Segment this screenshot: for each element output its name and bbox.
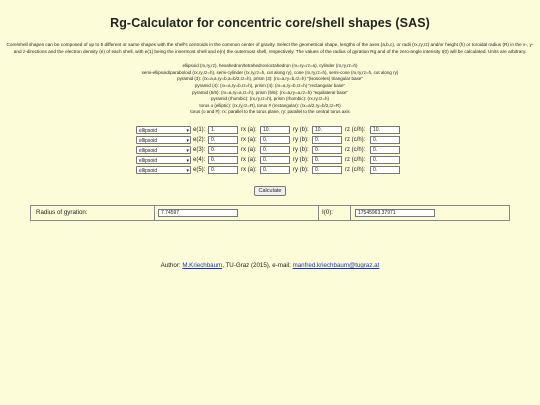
rz-input-2[interactable]: 0. — [370, 136, 400, 144]
ry-input-1[interactable]: 10. — [312, 126, 342, 134]
ry-input-5[interactable]: 0. — [312, 166, 342, 174]
e-input-2[interactable]: 0. — [208, 136, 238, 144]
i0-cell — [351, 206, 435, 220]
chevron-down-icon: ▾ — [186, 157, 189, 164]
rz-input-4[interactable]: 0. — [370, 156, 400, 164]
ry-label: ry (b): — [293, 166, 309, 173]
ry-label: ry (b): — [293, 156, 309, 163]
shell-form — [136, 125, 540, 175]
shape-line: ellipsoid (rx,ry,rz), hexahedron/tetrahedron/octahedron (rx=ry=rz=a), cylinder (rx,ry,rz=h) — [182, 63, 358, 69]
calculate-button[interactable]: Calculate — [254, 186, 287, 196]
rg-cell — [155, 206, 318, 220]
e-label: e(5): — [193, 166, 206, 173]
chevron-down-icon: ▾ — [186, 167, 189, 174]
ry-label: ry (b): — [293, 136, 309, 143]
rg-output[interactable]: 7.74597 — [158, 209, 238, 217]
rx-label: rx (a): — [241, 136, 257, 143]
shape-line: semi-ellipsoid/paraboloid (rx,ry,rz=h), semi-cylinder (rx,ry,rz=h, cut along ry), cone (rx,ry,rz=h), semi-cone (rx,ry,rz=h, cut along ry) — [141, 69, 399, 75]
shape-select-value: ellipsoid — [139, 127, 158, 134]
rx-label: rx (a): — [241, 126, 257, 133]
chevron-down-icon: ▾ — [186, 137, 189, 144]
author-link[interactable]: M.Kriechbaum — [182, 261, 223, 269]
page-description: Core/shell shapes can be composed of up to 5 different or same shapes with the shell's centroids in the common center of gravity. Select the geometrical shape, lengths of the axes (a,b,c), or radii (rx,ry,rz) and/or height (h) or toroidal radius (R) in the x-, y- and z-directions and the electron density (e) of each shell, with e(1) being the innermost shell and e(n) the outermost shell, respectively. The values of the radius of gyration Rg and of the zero-angle intensity I(0) will be calculated. Units are arbitrary. — [6, 42, 534, 54]
ry-label: ry (b): — [293, 146, 309, 153]
shell-row-5 — [136, 165, 540, 175]
shape-line: pyramid (3): (rx=a,a,ry=b,a=b/2,rz=h), prism (3): (rx=a,ry=b,rz=h) "(isosceles) triangular base" — [177, 76, 363, 82]
i0-output[interactable]: 17545963.37971 — [355, 209, 435, 217]
shell-row-2 — [136, 135, 540, 145]
rx-input-1[interactable]: 10. — [260, 126, 290, 134]
ry-input-4[interactable]: 0. — [312, 156, 342, 164]
calculate-wrap — [0, 179, 540, 197]
shape-line: pyramid (rhombic): (rx,ry,rz=h), prism (rhombic): (rx,ry,rz=h) — [210, 96, 330, 102]
rx-label: rx (a): — [241, 156, 257, 163]
shell-row-3 — [136, 145, 540, 155]
e-input-1[interactable]: 1. — [208, 126, 238, 134]
shape-select-value: ellipsoid — [139, 137, 158, 144]
shape-select-value: ellipsoid — [139, 147, 158, 154]
chevron-down-icon: ▾ — [186, 127, 189, 134]
e-input-5[interactable]: 0. — [208, 166, 238, 174]
rx-input-5[interactable]: 0. — [260, 166, 290, 174]
ry-input-3[interactable]: 0. — [312, 146, 342, 154]
rx-label: rx (a): — [241, 146, 257, 153]
i0-label: I(0): — [322, 209, 334, 217]
shape-select-5[interactable] — [136, 166, 191, 174]
ry-label: ry (b): — [293, 126, 309, 133]
shell-row-1 — [136, 125, 540, 135]
author-suffix: , TU-Graz (2015), e-mail: — [222, 261, 293, 269]
email-link[interactable]: manfred.kriechbaum@tugraz.at — [292, 261, 380, 269]
e-label: e(2): — [193, 136, 206, 143]
shape-line: torus (o and #): rx: parallel to the torus plane, ry: parallel to the central torus axis — [190, 109, 350, 115]
e-input-4[interactable]: 0. — [208, 156, 238, 164]
rx-input-4[interactable]: 0. — [260, 156, 290, 164]
rz-input-1[interactable]: 10. — [370, 126, 400, 134]
author-prefix: Author: — [160, 261, 183, 269]
rz-label: rz (c/h): — [345, 156, 366, 163]
footer — [0, 262, 540, 269]
shape-select-4[interactable] — [136, 156, 191, 164]
page-title: Rg-Calculator for concentric core/shell shapes (SAS) — [110, 16, 430, 30]
e-label: e(1): — [193, 126, 206, 133]
results-table — [30, 205, 510, 221]
rx-input-2[interactable]: 0. — [260, 136, 290, 144]
shape-line: pyramid (4): (rx=a,ry=b,rz=h), prism (4): (rx=a,ry=b,rz=h) "rectangular base" — [194, 82, 346, 88]
e-input-3[interactable]: 0. — [208, 146, 238, 154]
shape-select-3[interactable] — [136, 146, 191, 154]
shape-select-value: ellipsoid — [139, 167, 158, 174]
shape-list — [0, 63, 540, 116]
shape-line: torus o (elliptic): (rx,ry,rz=R), torus # (rectangular): (rx=a/2,ry=b/2,rz=R) — [199, 102, 341, 108]
rz-label: rz (c/h): — [345, 136, 366, 143]
rz-label: rz (c/h): — [345, 166, 366, 173]
rz-label: rz (c/h): — [345, 126, 366, 133]
rz-input-3[interactable]: 0. — [370, 146, 400, 154]
rx-label: rx (a): — [241, 166, 257, 173]
e-label: e(4): — [193, 156, 206, 163]
e-label: e(3): — [193, 146, 206, 153]
rz-label: rz (c/h): — [345, 146, 366, 153]
ry-input-2[interactable]: 0. — [312, 136, 342, 144]
shape-select-1[interactable] — [136, 126, 191, 134]
shell-row-4 — [136, 155, 540, 165]
shape-select-2[interactable] — [136, 136, 191, 144]
rx-input-3[interactable]: 0. — [260, 146, 290, 154]
shape-select-value: ellipsoid — [139, 157, 158, 164]
chevron-down-icon: ▾ — [186, 147, 189, 154]
rz-input-5[interactable]: 0. — [370, 166, 400, 174]
shape-line: pyramid (5/6): (rx=a,ry=a,rz=h), prism (5/6): (rx=a,ry=a,rz=h) "equilateral base" — [192, 89, 348, 95]
rg-label: Radius of gyration: — [36, 209, 88, 217]
